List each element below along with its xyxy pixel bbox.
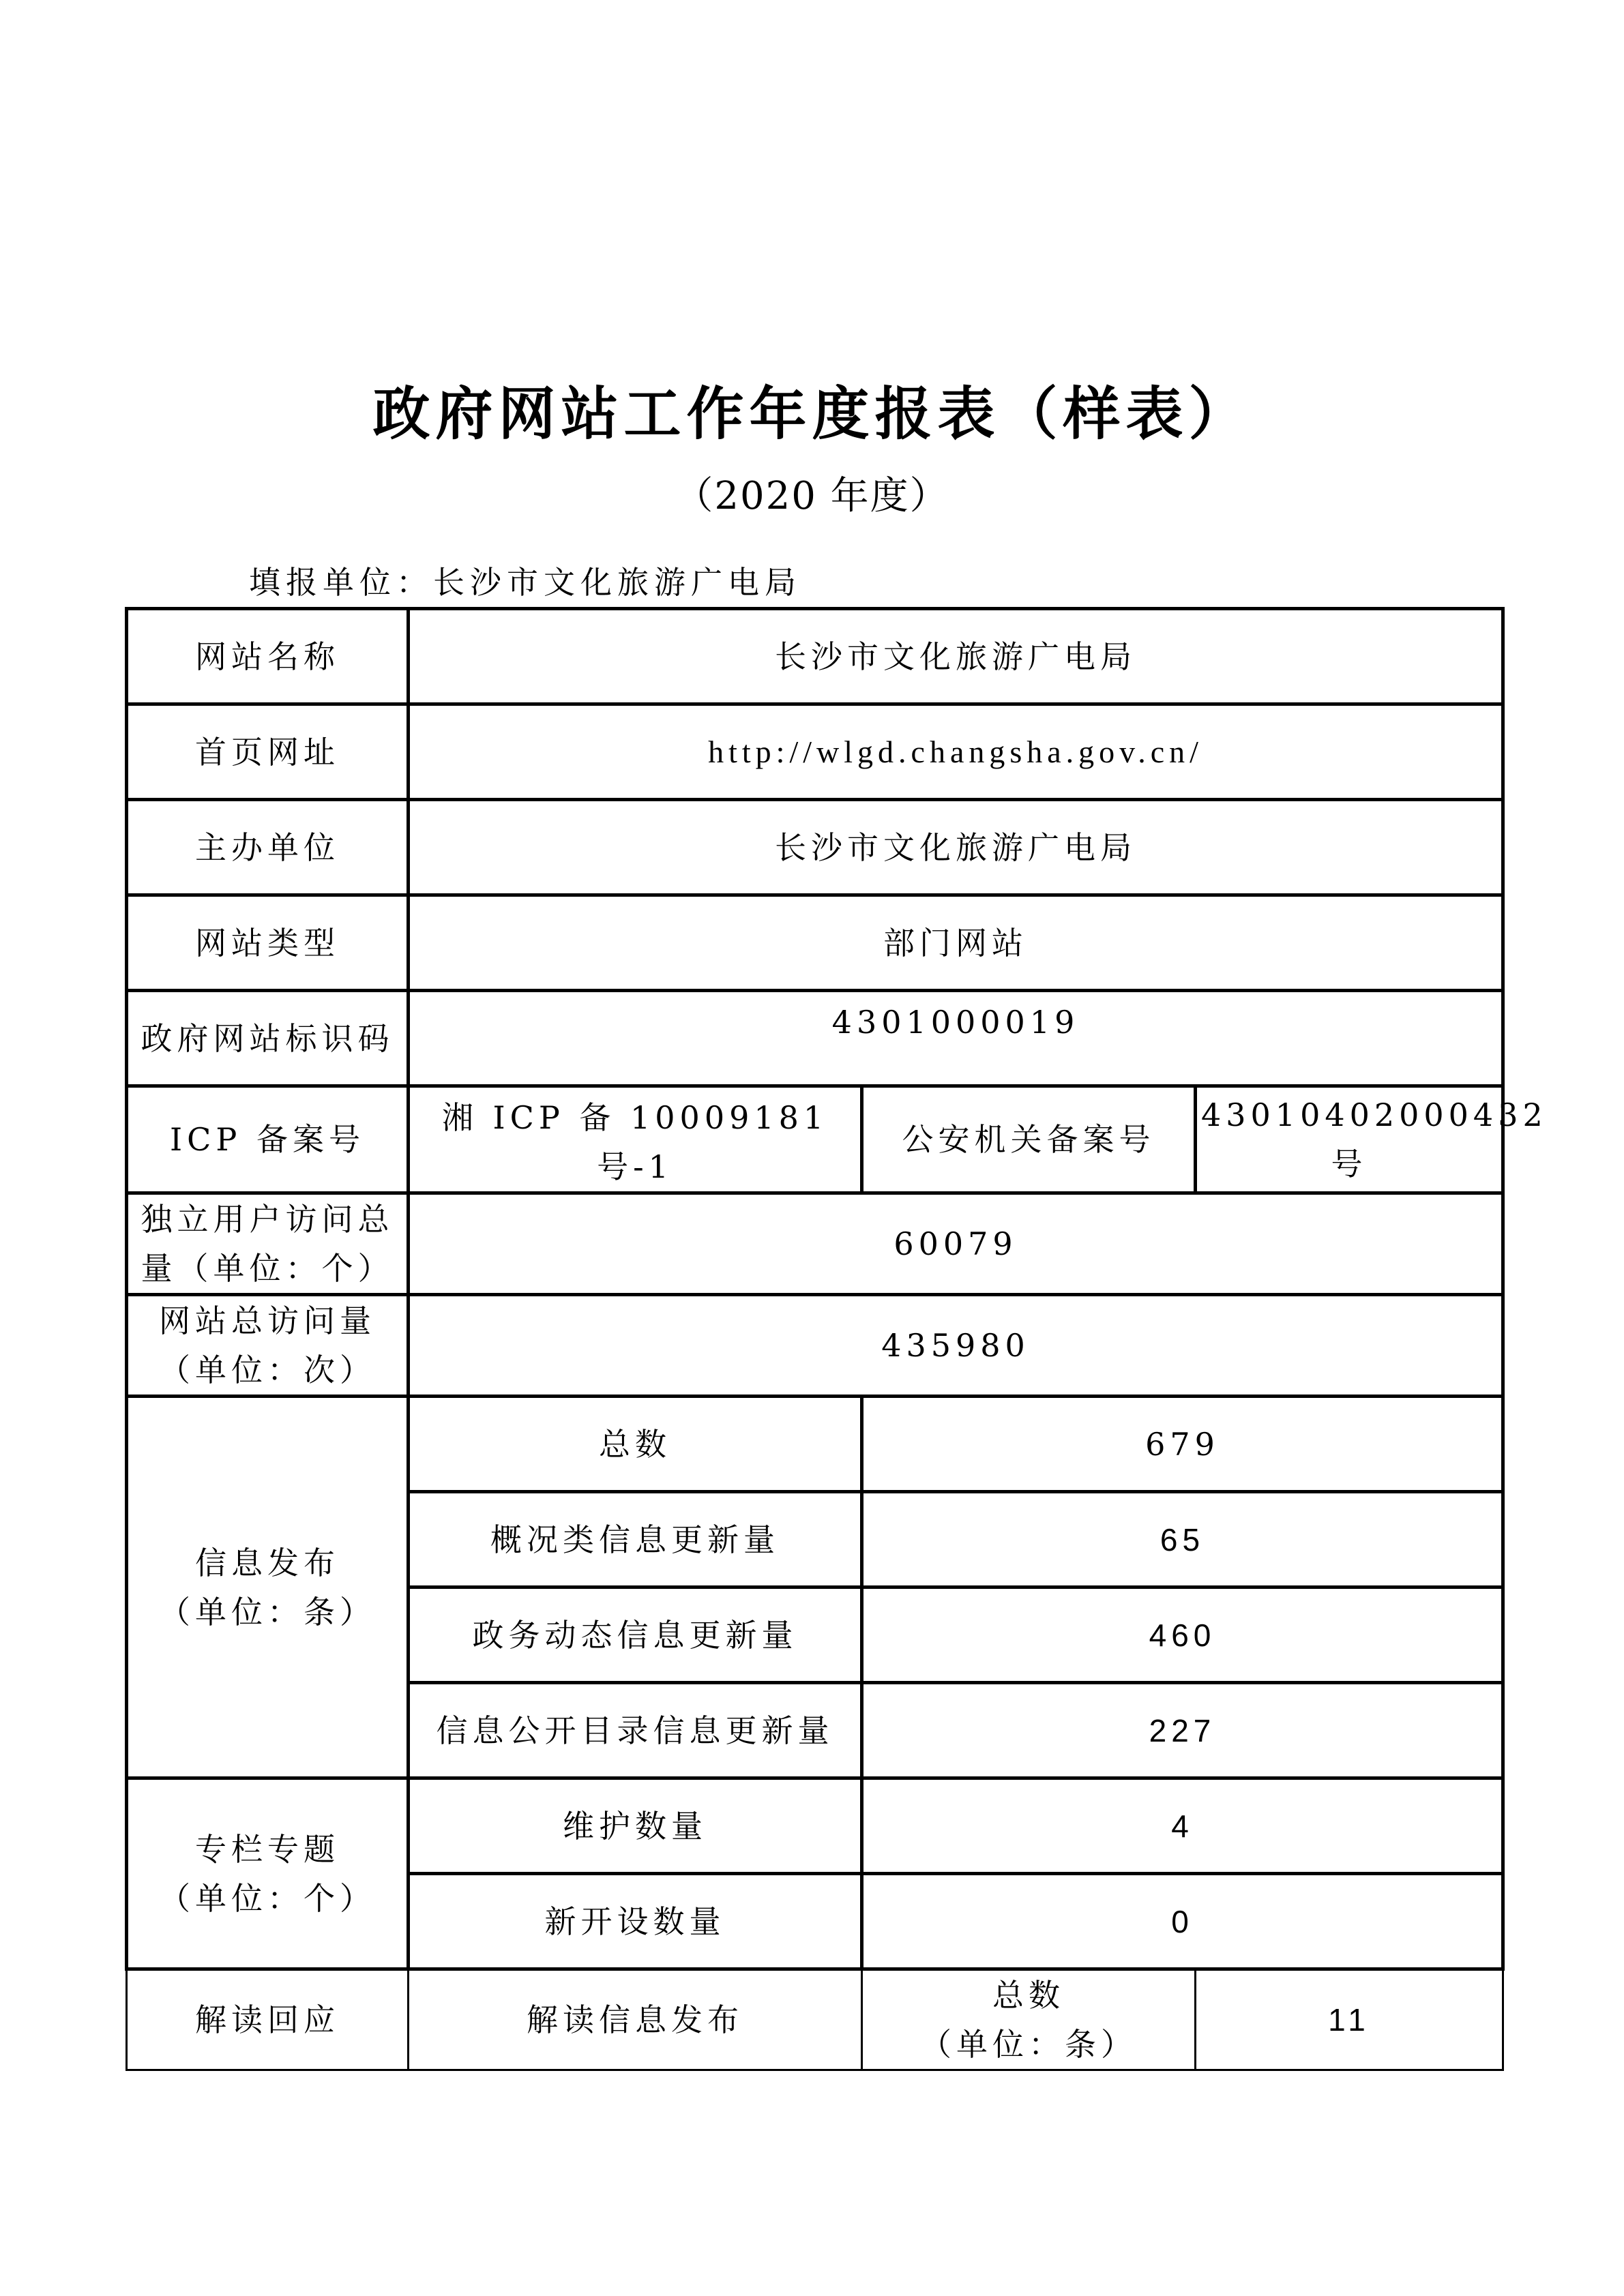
icp-label: ICP 备案号 [127,1086,409,1193]
info-total-value: 679 [862,1397,1503,1492]
table-row [127,609,1503,704]
site-id-code-value: 4301000019 [409,991,1503,1086]
police-record-value: 43010402000432 号 [1196,1086,1503,1193]
table-row [127,895,1503,991]
site-id-code-label: 政府网站标识码 [127,991,409,1086]
sponsor-value: 长沙市文化旅游广电局 [409,800,1503,895]
homepage-url-label: 首页网址 [127,704,409,800]
affairs-update-label: 政务动态信息更新量 [409,1587,862,1683]
page-title: 政府网站工作年度报表（样表） [372,381,1252,447]
columns-label-line2: （单位：个） [159,1879,376,1917]
filler-unit: 填报单位：长沙市文化旅游广电局 [249,564,801,601]
unique-visitors-label-line2: 量（单位：个） [141,1250,394,1287]
new-count-label: 新开设数量 [409,1874,862,1969]
info-publish-label [127,1397,409,1778]
disclosure-update-label: 信息公开目录信息更新量 [409,1683,862,1778]
interpretation-total-value: 11 [1196,1969,1503,2070]
disclosure-update-value: 227 [862,1683,1503,1778]
table-row [127,704,1503,800]
new-count-value: 0 [862,1874,1503,1969]
table-row [127,1193,1503,1295]
maintained-count-value: 4 [862,1778,1503,1874]
sponsor-label: 主办单位 [127,800,409,895]
unique-visitors-label-line1: 独立用户访问总 [141,1201,394,1238]
info-publish-label-line1: 信息发布 [195,1544,340,1581]
overview-update-label: 概况类信息更新量 [409,1492,862,1587]
unique-visitors-value: 60079 [409,1193,1503,1295]
icp-value: 湘 ICP 备 10009181 号-1 [409,1086,862,1193]
total-visits-label [127,1295,409,1397]
report-year: （2020 年度） [675,474,949,518]
total-visits-value: 435980 [409,1295,1503,1397]
site-name-value: 长沙市文化旅游广电局 [409,609,1503,704]
table-row [127,991,1503,1086]
table-row [127,1778,1503,1874]
total-visits-label-line2: （单位：次） [159,1352,376,1388]
table-row [127,1086,1503,1193]
maintained-count-label: 维护数量 [409,1778,862,1874]
table-row [127,1397,1503,1492]
columns-label [127,1778,409,1969]
table-row [127,1969,1503,2070]
site-type-label: 网站类型 [127,895,409,991]
unique-visitors-label [127,1193,409,1295]
interpretation-total-label [862,1969,1196,2070]
table-row [127,800,1503,895]
site-name-label: 网站名称 [127,609,409,704]
report-table [125,607,1548,2071]
info-publish-label-line2: （单位：条） [159,1593,376,1630]
interpretation-total-label-line1: 总数 [992,1977,1065,2014]
homepage-url-value: http://wlgd.changsha.gov.cn/ [409,704,1503,800]
interpretation-total-label-line2: （单位：条） [920,2026,1137,2063]
info-total-label: 总数 [409,1397,862,1492]
table-row [127,1295,1503,1397]
interpretation-publish-label: 解读信息发布 [409,1969,862,2070]
overview-update-value: 65 [862,1492,1503,1587]
police-record-label: 公安机关备案号 [862,1086,1196,1193]
columns-label-line1: 专栏专题 [195,1830,340,1868]
site-type-value: 部门网站 [409,895,1503,991]
affairs-update-value: 460 [862,1587,1503,1683]
total-visits-label-line1: 网站总访问量 [159,1302,376,1339]
interpretation-label: 解读回应 [127,1969,409,2070]
